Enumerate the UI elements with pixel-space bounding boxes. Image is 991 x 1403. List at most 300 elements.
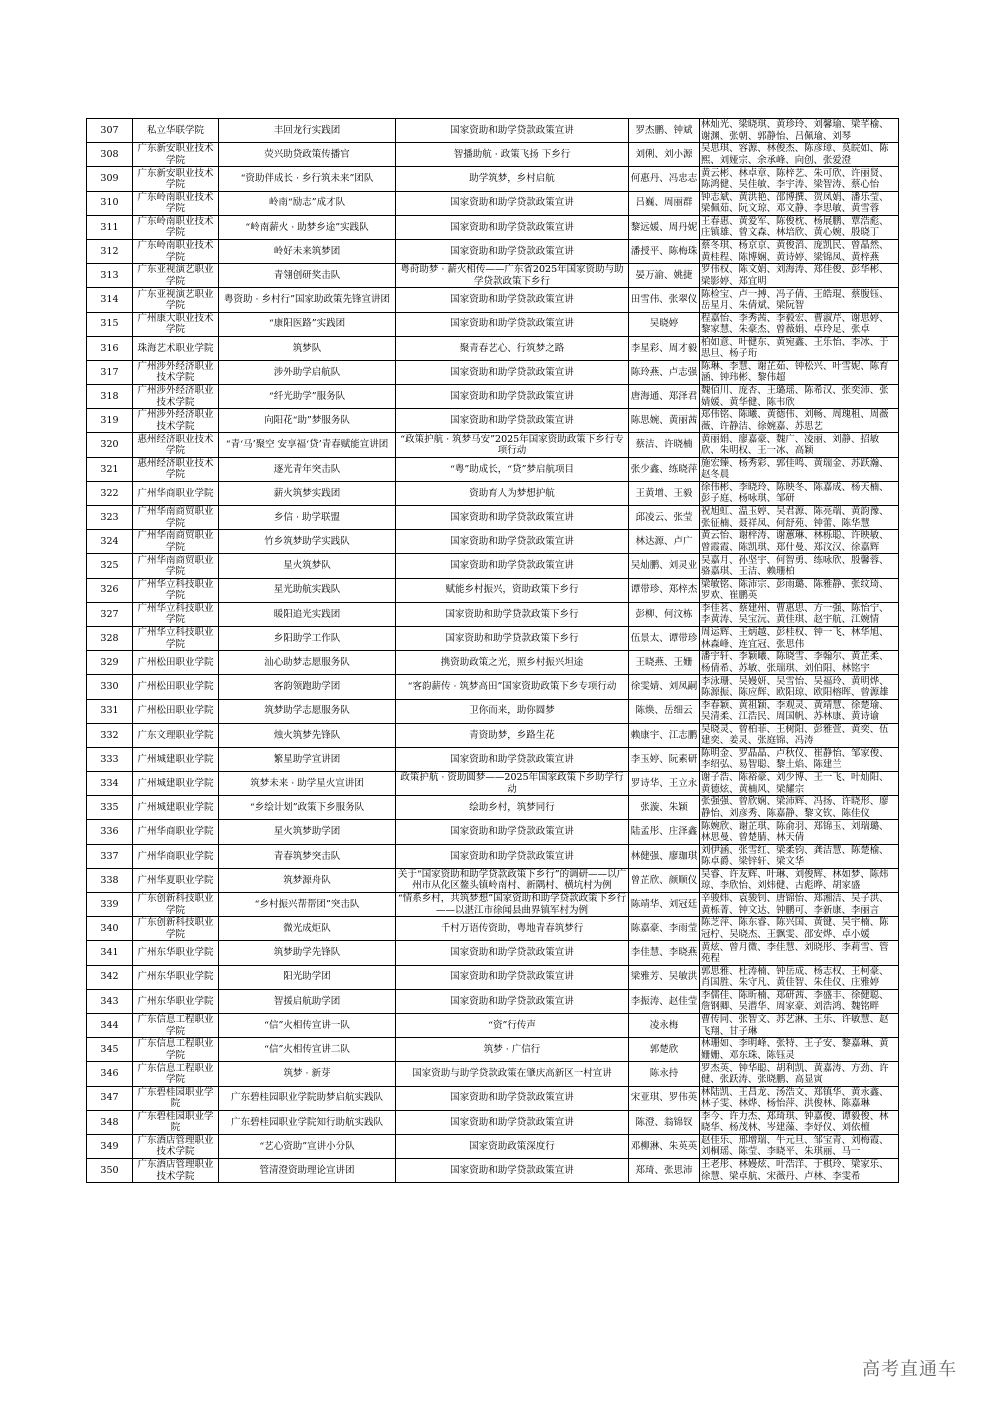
team-name-cell: 筑梦未来 · 助学星火宣讲团: [219, 772, 396, 796]
school-name-cell: 广州华南商贸职业学院: [133, 530, 219, 554]
instructors-cell: 陈思婉、黄丽茜: [629, 409, 700, 433]
members-cell: 黄丽娟、廖嘉豪、魏广、凌丽、刘静、招敏欣、朱明权、王一冰、高颖: [700, 433, 899, 457]
instructors-cell: 林达源、卢广: [629, 530, 700, 554]
activity-topic-cell: “资”行传声: [396, 1013, 629, 1037]
row-number-cell: 328: [87, 626, 133, 650]
table-row: [87, 844, 899, 868]
activity-topic-cell: 国家资助和助学贷款政策宣讲: [396, 1159, 629, 1183]
instructors-cell: 邓柳淋、朱英英: [629, 1134, 700, 1158]
table-row: [87, 868, 899, 892]
row-number-cell: 324: [87, 530, 133, 554]
school-name-cell: 珠海艺术职业学院: [133, 336, 219, 360]
members-cell: 罗伟权、陈文娟、刘海涛、郑佳俊、彭华彬、梁影婷、郑宜明: [700, 264, 899, 288]
team-name-cell: 乡信 · 助学联盟: [219, 506, 396, 530]
members-cell: 施宏臻、杨秀彩、郭佳鸣、黄瑞金、苏跃瀚、赵冬晨: [700, 457, 899, 481]
members-cell: 李春颖、黄祖颖、李观灵、黄靖慧、徐楚瑜、吴清柔、江浩民、周国帆、苏林康、黄诗谕: [700, 699, 899, 723]
team-name-cell: 筑梦助学志愿服务队: [219, 699, 396, 723]
table-row: [87, 1159, 899, 1183]
members-cell: 陈检宝、卢一搏、冯子倩、王皓琨、蔡腹钰、岳星月、朱倩斌、梁阮智: [700, 288, 899, 312]
school-name-cell: 广州康大职业技术学院: [133, 312, 219, 336]
members-cell: 柏如意、叶健东、黄宛鑫、王乐怡、李冰、于思旦、杨子珩: [700, 336, 899, 360]
school-name-cell: 广东岭南职业技术学院: [133, 239, 219, 263]
team-name-cell: “青‘马’聚空 安享福‘贷’青春赋能宣讲团: [219, 433, 396, 457]
school-name-cell: 广东亚视演艺职业学院: [133, 264, 219, 288]
members-cell: 吴晓灵、曾柏菲、王树阳、彭雅萱、黄奕、伍建奕、姜灵、张庭锦、冯涛: [700, 723, 899, 747]
row-number-cell: 329: [87, 651, 133, 675]
team-name-cell: “信”火相传宣讲二队: [219, 1038, 396, 1062]
team-name-cell: 丰回龙行实践团: [219, 119, 396, 143]
activity-topic-cell: 赋能乡村振兴，资助政策下乡行: [396, 578, 629, 602]
members-cell: 张强强、曾欣娴、梁沛辉、冯扬、许晓形、廖静怡、刘彦秀、陈嘉静、黎文钦、陈佳仪: [700, 796, 899, 820]
table-row: [87, 965, 899, 989]
activity-topic-cell: 国家资助和助学贷款政策宣讲: [396, 385, 629, 409]
instructors-cell: 谭带珍、郑梓杰: [629, 578, 700, 602]
activity-topic-cell: 国家资助和助学贷款政策宣讲: [396, 747, 629, 771]
members-cell: 徐伟彬、李晓玲、陈映冬、陈嘉成、杨天楠、彭子庭、杨咏琪、邹研: [700, 481, 899, 505]
activity-topic-cell: 国家资助政策深度行: [396, 1134, 629, 1158]
school-name-cell: 广州东华职业学院: [133, 965, 219, 989]
activity-topic-cell: 国家资助和助学贷款政策宣讲: [396, 941, 629, 965]
members-cell: 林珊如、李明峰、张特、王子安、黎嘉琳、黄姗姗、邓东珠、陈钰灵: [700, 1038, 899, 1062]
row-number-cell: 318: [87, 385, 133, 409]
team-name-cell: 荧兴助贷政策传播官: [219, 143, 396, 167]
members-cell: 黄云怡、谢梓涛、谢蕙琳、林栎聪、许映敏、曾霞霞、陈凯琪、郑什曼、郑汶汉、徐嘉辉: [700, 530, 899, 554]
activity-topic-cell: 国家资助和助学贷款政策宣讲: [396, 215, 629, 239]
team-name-cell: 筑梦助学先锋队: [219, 941, 396, 965]
school-name-cell: 广东亚视演艺职业学院: [133, 288, 219, 312]
school-name-cell: 广州华立科技职业学院: [133, 602, 219, 626]
team-name-cell: 烛火筑梦先锋队: [219, 723, 396, 747]
team-name-cell: 乡阳助学工作队: [219, 626, 396, 650]
instructors-cell: 曾芷欣、颜顺仪: [629, 868, 700, 892]
team-name-cell: 广东碧桂园职业学院助梦启航实践队: [219, 1086, 396, 1110]
activity-topic-cell: 国家资助和助学贷款政策宣讲: [396, 288, 629, 312]
instructors-cell: 刘俐、刘小源: [629, 143, 700, 167]
table-row: [87, 917, 899, 941]
row-number-cell: 321: [87, 457, 133, 481]
instructors-cell: 罗杰鹏、钟斌: [629, 119, 700, 143]
members-cell: 梁敏铭、陈沛宗、彭雨璐、陈雅静、张纹琦、罗欢、崔鹏英: [700, 578, 899, 602]
instructors-cell: 陈嘉豪、李雨莹: [629, 917, 700, 941]
row-number-cell: 331: [87, 699, 133, 723]
table-row: [87, 941, 899, 965]
activity-topic-cell: “情系乡村，共筑梦想”国家资助和助学贷款政策下乡行——以湛江市徐闻县曲界镇军村为例: [396, 893, 629, 917]
activity-topic-cell: “客韵薪传 · 筑梦高田”国家资助政策下乡专项行动: [396, 675, 629, 699]
team-name-cell: “纤光助学”服务队: [219, 385, 396, 409]
school-name-cell: 惠州经济职业技术学院: [133, 433, 219, 457]
team-name-cell: 竹乡筑梦助学实践队: [219, 530, 396, 554]
row-number-cell: 330: [87, 675, 133, 699]
team-name-cell: 青翎创研奖击队: [219, 264, 396, 288]
members-cell: 程嘉怡、李秀茜、李毅宏、曹淑芹、谢思婷、黎家慧、朱豪杰、曾薇娟、卓玲足、张卓: [700, 312, 899, 336]
table-row: [87, 699, 899, 723]
members-cell: 黄炫、曾月微、李佳慧、刘晓彤、李莉雪、管苑程: [700, 941, 899, 965]
team-name-cell: 岭南“励志”成才队: [219, 191, 396, 215]
school-name-cell: 广东文理职业学院: [133, 723, 219, 747]
row-number-cell: 332: [87, 723, 133, 747]
instructors-cell: 郭楚欣: [629, 1038, 700, 1062]
members-cell: 陈琳、李慧、谢芷茹、钟松兴、叶雪妮、陈育涵、钟玮彬、黎伟超: [700, 360, 899, 384]
instructors-cell: 王晓燕、王姗: [629, 651, 700, 675]
team-name-cell: 星火筑梦队: [219, 554, 396, 578]
table-row: [87, 675, 899, 699]
instructors-cell: 陆孟彤、庄泽鑫: [629, 820, 700, 844]
row-number-cell: 316: [87, 336, 133, 360]
instructors-cell: 彭柳、何汶栋: [629, 602, 700, 626]
instructors-cell: 李星彩、周才毅: [629, 336, 700, 360]
team-name-cell: 涉外助学启航队: [219, 360, 396, 384]
table-row: [87, 457, 899, 481]
instructors-cell: 邱凌云、张莹: [629, 506, 700, 530]
members-cell: 周运辉、王炳越、彭桂权、钟一飞、林华旭、林森峰、连宜冠、张思伟: [700, 626, 899, 650]
row-number-cell: 323: [87, 506, 133, 530]
activity-topic-cell: 国家资助和助学贷款政策宣讲: [396, 844, 629, 868]
activity-topic-cell: 绘助乡村，筑梦同行: [396, 796, 629, 820]
activity-topic-cell: 千村万语传资助，粤地青春筑梦行: [396, 917, 629, 941]
activity-topic-cell: 携资助政策之光，照乡村振兴坦途: [396, 651, 629, 675]
school-name-cell: 广州松田职业学院: [133, 651, 219, 675]
school-name-cell: 广州东华职业学院: [133, 941, 219, 965]
members-cell: 祝旭虹、温玉婷、吴君源、陈亮端、黄韵豫、张征楠、聂祥凤、何舒苑、钟蕾、陈华慧: [700, 506, 899, 530]
table-row: [87, 506, 899, 530]
school-name-cell: 广州松田职业学院: [133, 675, 219, 699]
table-row: [87, 578, 899, 602]
activity-topic-cell: 国家资助和助学贷款政策宣讲: [396, 1110, 629, 1134]
table-row: [87, 1110, 899, 1134]
instructors-cell: 伍景太、谭带珍: [629, 626, 700, 650]
row-number-cell: 343: [87, 989, 133, 1013]
team-name-cell: 汕心助梦志愿服务队: [219, 651, 396, 675]
row-number-cell: 347: [87, 1086, 133, 1110]
instructors-cell: 吕巍、周丽群: [629, 191, 700, 215]
team-name-cell: 星光助航实践队: [219, 578, 396, 602]
team-name-cell: 管清澄资助理论宣讲团: [219, 1159, 396, 1183]
school-name-cell: 私立华联学院: [133, 119, 219, 143]
activity-topic-cell: 卫你而来，助你圆梦: [396, 699, 629, 723]
table-row: [87, 288, 899, 312]
table-row: [87, 772, 899, 796]
activity-topic-cell: 国家资助和助学贷款政策下乡行: [396, 626, 629, 650]
table-row: [87, 796, 899, 820]
team-name-cell: 广东碧桂园职业学院知行助航实践队: [219, 1110, 396, 1134]
table-row: [87, 385, 899, 409]
team-name-cell: 粤资助 · 乡村行”国家助政策先锋宣讲团: [219, 288, 396, 312]
activity-topic-cell: 国家资助和助学贷款政策宣讲: [396, 1086, 629, 1110]
activity-topic-cell: 青资助梦，乡路生花: [396, 723, 629, 747]
watermark-text: 高考直通车: [862, 1359, 957, 1380]
team-name-cell: “信”火相传宣讲一队: [219, 1013, 396, 1037]
school-name-cell: 广东信息工程职业学院: [133, 1013, 219, 1037]
members-cell: 李今、许力杰、郑琦琪、钟嘉俊、谭毅俊、林晓华、杨茂林、岑建藻、李妤仪、刘依檀: [700, 1110, 899, 1134]
instructors-cell: 蔡洁、许晓楠: [629, 433, 700, 457]
instructors-cell: 陈永持: [629, 1062, 700, 1086]
instructors-cell: 张漩、朱颖: [629, 796, 700, 820]
school-name-cell: 广东信息工程职业学院: [133, 1062, 219, 1086]
instructors-cell: 田雪伟、张翠仪: [629, 288, 700, 312]
school-name-cell: 广东创新科技职业学院: [133, 917, 219, 941]
team-name-cell: 繁星助学宣讲团: [219, 747, 396, 771]
members-cell: 林灿光、梁晓琪、黄珍玲、刘馨瑜、梁芊榆、谢渊、张朝、郭静怡、吕佩瑜、刘琴: [700, 119, 899, 143]
table-row: [87, 723, 899, 747]
activity-topic-cell: 关于“国家资助和助学贷款政策下乡行”的调研——以广州市从化区鳌头镇岭南村、新隅村、横坑村为例: [396, 868, 629, 892]
table-row: [87, 554, 899, 578]
activity-topic-cell: 国家资助和助学贷款政策宣讲: [396, 312, 629, 336]
school-name-cell: 广州涉外经济职业技术学院: [133, 409, 219, 433]
activity-topic-cell: “粤”助成长，“贷”梦启航项目: [396, 457, 629, 481]
team-name-cell: “乡绘计划”政策下乡服务队: [219, 796, 396, 820]
team-name-cell: 筑梦队: [219, 336, 396, 360]
team-name-cell: “艺心资助”宣讲小分队: [219, 1134, 396, 1158]
row-number-cell: 307: [87, 119, 133, 143]
instructors-cell: 张少鑫、练晓萍: [629, 457, 700, 481]
instructors-cell: 李振涛、赵佳莹: [629, 989, 700, 1013]
table-row: [87, 820, 899, 844]
school-name-cell: 广州华商职业学院: [133, 481, 219, 505]
instructors-cell: 宋亚琪、罗伟英: [629, 1086, 700, 1110]
row-number-cell: 341: [87, 941, 133, 965]
table-row: [87, 893, 899, 917]
activity-topic-cell: 国家资助和助学贷款政策宣讲: [396, 965, 629, 989]
school-name-cell: 广州涉外经济职业技术学院: [133, 360, 219, 384]
activity-topic-cell: 国家资助和助学贷款政策宣讲: [396, 360, 629, 384]
activity-topic-cell: 国家资助和助学贷款政策下乡行: [396, 602, 629, 626]
table-row: [87, 651, 899, 675]
table-row: [87, 215, 899, 239]
team-name-cell: “岭南薪火 · 助梦乡途”实践队: [219, 215, 396, 239]
school-name-cell: 广东碧桂园职业学院: [133, 1110, 219, 1134]
instructors-cell: 李佳慧、李晓燕: [629, 941, 700, 965]
activity-topic-cell: 国家资助和助学贷款政策宣讲: [396, 554, 629, 578]
members-cell: 钟志斌、黄洪艳、邵博撰、贺凤娟、潘乐莹、梁佩茹、阮文琼、邓文静、李思敏、黄雪蓉: [700, 191, 899, 215]
members-cell: 林陆凯、王昌龙、汤浩文、郑镇华、黄永鑫、林子雯、林烨、杨怡萍、洪俊林、陈嘉琳: [700, 1086, 899, 1110]
instructors-cell: 晏万渝、姚捷: [629, 264, 700, 288]
team-name-cell: 筑梦源舟队: [219, 868, 396, 892]
table-row: [87, 264, 899, 288]
school-name-cell: 广东岭南职业技术学院: [133, 191, 219, 215]
row-number-cell: 311: [87, 215, 133, 239]
school-name-cell: 广东创新科技职业学院: [133, 893, 219, 917]
row-number-cell: 308: [87, 143, 133, 167]
activity-topic-cell: 国家资助和助学贷款政策宣讲: [396, 820, 629, 844]
school-name-cell: 广东酒店管理职业技术学院: [133, 1159, 219, 1183]
table-row: [87, 312, 899, 336]
school-name-cell: 广东新安职业技术学院: [133, 167, 219, 191]
row-number-cell: 337: [87, 844, 133, 868]
activity-topic-cell: 资助育人为梦想护航: [396, 481, 629, 505]
instructors-cell: 唐海通、郑泽君: [629, 385, 700, 409]
school-name-cell: 广州华立科技职业学院: [133, 578, 219, 602]
table-row: [87, 409, 899, 433]
members-cell: 陈明金、罗晶晶、卢秋仪、崔静怡、邹家俊、李绍弘、易智聪、黎土焰、陈建兰: [700, 747, 899, 771]
row-number-cell: 342: [87, 965, 133, 989]
members-cell: 李佳茗、蔡建州、曹惠思、方一强、陈怡宁、李黄涛、吴宝沅、黄佳琪、赵宇航、江婉情: [700, 602, 899, 626]
school-name-cell: 广东酒店管理职业技术学院: [133, 1134, 219, 1158]
activity-topic-cell: 粤莳助梦 · 薪火相传——广东省2025年国家资助与助学贷款政策下乡行: [396, 264, 629, 288]
school-name-cell: 广州华夏职业学院: [133, 868, 219, 892]
activity-topic-cell: 聚青春艺心、行筑梦之路: [396, 336, 629, 360]
instructors-cell: 何惠丹、冯忠志: [629, 167, 700, 191]
members-cell: 郭思雅、杜涛楠、钟岳成、杨志权、王柯豪、肖国胜、朱守凡、黄佳智、朱佳仪、庄雅婷: [700, 965, 899, 989]
members-cell: 吴嘉月、孙坚宇、何智勇、练咏欣、殷馨蓉、骆嘉琪、王洁、赖珊柏: [700, 554, 899, 578]
instructors-cell: 徐雯婧、刘凤嗣: [629, 675, 700, 699]
school-name-cell: 惠州经济职业技术学院: [133, 457, 219, 481]
team-name-cell: “资助伴成长 · 乡行筑未来”团队: [219, 167, 396, 191]
table-row: [87, 1134, 899, 1158]
members-cell: 赵佳乐、邢增瑞、牛元旦、邹宝青、刘梅霞、刘桐瑶、陈莹、李晓平、朱琪丽、马一: [700, 1134, 899, 1158]
school-name-cell: 广东碧桂园职业学院: [133, 1086, 219, 1110]
row-number-cell: 338: [87, 868, 133, 892]
table-row: [87, 191, 899, 215]
row-number-cell: 336: [87, 820, 133, 844]
instructors-cell: 陈靖华、刘冠廷: [629, 893, 700, 917]
members-cell: 黄云彬、林卓章、陈梓艺、朱可欣、许丽贤、陈鸿健、吴佳敏、李宇涛、梁智涛、蔡心怡: [700, 167, 899, 191]
row-number-cell: 315: [87, 312, 133, 336]
row-number-cell: 334: [87, 772, 133, 796]
table-row: [87, 119, 899, 143]
activity-topic-cell: 国家资助和助学贷款政策宣讲: [396, 191, 629, 215]
table-row: [87, 1038, 899, 1062]
row-number-cell: 335: [87, 796, 133, 820]
school-name-cell: 广东岭南职业技术学院: [133, 215, 219, 239]
instructors-cell: 梁雅芳、吴敏洪: [629, 965, 700, 989]
team-name-cell: 向阳花“助”梦服务队: [219, 409, 396, 433]
instructors-cell: 陈玲燕、卢志强: [629, 360, 700, 384]
members-cell: 谢子浩、陈裕豪、刘少博、王一飞、叶灿阳、黄德炫、黄楠风、梁耀宗: [700, 772, 899, 796]
table-row: [87, 1086, 899, 1110]
table-row: [87, 747, 899, 771]
members-cell: 辛骏炜、袁骏钊、唐锦怡、郑湘洁、吴子洪、黄栎菁、钟文达、钟鹏可、李新康、李丽言: [700, 893, 899, 917]
team-name-cell: “乡村振兴帮帮团”突击队: [219, 893, 396, 917]
team-name-cell: 星火筑梦助学团: [219, 820, 396, 844]
instructors-cell: 吴灿鹏、刘灵业: [629, 554, 700, 578]
school-name-cell: 广州城建职业学院: [133, 772, 219, 796]
instructors-cell: 陈澄、翁锦钗: [629, 1110, 700, 1134]
row-number-cell: 317: [87, 360, 133, 384]
activity-topic-cell: 国家资助和助学贷款政策宣讲: [396, 506, 629, 530]
school-name-cell: 广州涉外经济职业技术学院: [133, 385, 219, 409]
team-name-cell: 微光成炬队: [219, 917, 396, 941]
activity-topic-cell: 智播助航 · 政策飞扬 下乡行: [396, 143, 629, 167]
school-name-cell: 广州华商职业学院: [133, 820, 219, 844]
team-name-cell: 筑梦 · 新芽: [219, 1062, 396, 1086]
team-name-cell: 暖阳追光实践团: [219, 602, 396, 626]
members-cell: 王春惠、黄爱军、陈俊枕、杨展鹏、覃浩彪、庄镇雄、曾文森、林培欣、黄心婉、殷晓丁: [700, 215, 899, 239]
school-name-cell: 广州松田职业学院: [133, 699, 219, 723]
row-number-cell: 313: [87, 264, 133, 288]
row-number-cell: 326: [87, 578, 133, 602]
row-number-cell: 312: [87, 239, 133, 263]
activity-topic-cell: 国家资助和助学贷款政策宣讲: [396, 119, 629, 143]
team-name-cell: 客韵领跑助学团: [219, 675, 396, 699]
table-row: [87, 1062, 899, 1086]
instructors-cell: 王黄增、王毅: [629, 481, 700, 505]
instructors-cell: 吴晓婷: [629, 312, 700, 336]
row-number-cell: 348: [87, 1110, 133, 1134]
members-cell: 吴思琪、容源、林俊杰、陈彦璋、莫皖如、陈熙、刘娅宗、余承峰、向创、张爱澄: [700, 143, 899, 167]
instructors-cell: 赖康宇、江志鹏: [629, 723, 700, 747]
activity-topic-cell: 筑梦 · 广信行: [396, 1038, 629, 1062]
instructors-cell: 黎远媛、周丹妮: [629, 215, 700, 239]
instructors-cell: 潘授平、陈梅珠: [629, 239, 700, 263]
table-row: [87, 433, 899, 457]
row-number-cell: 309: [87, 167, 133, 191]
activity-topic-cell: 国家资助和助学贷款政策宣讲: [396, 530, 629, 554]
row-number-cell: 319: [87, 409, 133, 433]
table-row: [87, 167, 899, 191]
row-number-cell: 320: [87, 433, 133, 457]
activity-topic-cell: 国家资助与助学贷款政策在肇庆高新区一村宣讲: [396, 1062, 629, 1086]
instructors-cell: 罗诗华、王立永: [629, 772, 700, 796]
row-number-cell: 349: [87, 1134, 133, 1158]
members-cell: 罗杰英、钟华聪、胡利凯、黄嘉涛、方劲、许健、张跃涛、张晓鹏、高显寅: [700, 1062, 899, 1086]
row-number-cell: 346: [87, 1062, 133, 1086]
row-number-cell: 344: [87, 1013, 133, 1037]
instructors-cell: 凌永梅: [629, 1013, 700, 1037]
activity-topic-cell: 政策护航 · 资助圆梦——2025年国家政策下乡助学行动: [396, 772, 629, 796]
members-cell: 魏佰川、庞杏、王璐瑶、陈希汉、张奕沛、张婧媛、黄华健、陈韦欣: [700, 385, 899, 409]
members-cell: 曹传同、张智文、苏艺淋、王乐、许敏慧、赵飞翔、甘子琳: [700, 1013, 899, 1037]
row-number-cell: 340: [87, 917, 133, 941]
members-cell: 吴睿、许友辉、叶琳、刘俊辉、林如梦、陈炜琼、李欣怡、刘炜健、古彪晔、胡家盛: [700, 868, 899, 892]
team-name-cell: 薪火筑梦实践团: [219, 481, 396, 505]
team-name-cell: 岭好未来筑梦团: [219, 239, 396, 263]
table-body: [87, 119, 899, 1183]
table-row: [87, 989, 899, 1013]
row-number-cell: 345: [87, 1038, 133, 1062]
instructors-cell: 郑琦、张思沛: [629, 1159, 700, 1183]
table-row: [87, 602, 899, 626]
row-number-cell: 339: [87, 893, 133, 917]
row-number-cell: 310: [87, 191, 133, 215]
row-number-cell: 322: [87, 481, 133, 505]
team-name-cell: 阳光助学团: [219, 965, 396, 989]
members-cell: 李儒佳、陈昕楠、郑研茜、李盛丰、徐健聪、詹钢卿、吴潜华、周家豪、刘浩鸿、魏铭畔: [700, 989, 899, 1013]
school-name-cell: 广州华南商贸职业学院: [133, 554, 219, 578]
table-row: [87, 1013, 899, 1037]
team-name-cell: 逐光青年突击队: [219, 457, 396, 481]
activity-topic-cell: “政策护航 · 筑梦马安”2025年国家资助政策下乡行专项行动: [396, 433, 629, 457]
members-cell: 陈婉欣、谢芷琪、陈俞羽、郑锦玉、刘瑞璐、林思曼、曾楚腈、林天倩: [700, 820, 899, 844]
table-row: [87, 360, 899, 384]
school-name-cell: 广州东华职业学院: [133, 989, 219, 1013]
row-number-cell: 327: [87, 602, 133, 626]
members-cell: 潘宇轩、李颖曦、陈晓雪、李翰尔、黄芷柔、杨倩希、苏敏、张瑞琪、刘伯阳、林铭宇: [700, 651, 899, 675]
activity-topic-cell: 助学筑梦，乡村启航: [396, 167, 629, 191]
table-row: [87, 143, 899, 167]
school-name-cell: 广州华立科技职业学院: [133, 626, 219, 650]
school-name-cell: 广州华南商贸职业学院: [133, 506, 219, 530]
team-name-cell: “康阳医路”实践团: [219, 312, 396, 336]
instructors-cell: 林健强、廖珈琪: [629, 844, 700, 868]
table-row: [87, 626, 899, 650]
activity-topic-cell: 国家资助和助学贷款政策宣讲: [396, 239, 629, 263]
members-cell: 蔡冬琪、杨京京、黄俊滔、庞凯民、曾晶然、黄桂程、陈博娴、黄诗婷、梁锦凤、黄梓燕: [700, 239, 899, 263]
school-name-cell: 广东信息工程职业学院: [133, 1038, 219, 1062]
school-name-cell: 广州城建职业学院: [133, 747, 219, 771]
roster-table: [86, 118, 899, 1183]
row-number-cell: 333: [87, 747, 133, 771]
table-row: [87, 239, 899, 263]
activity-topic-cell: 国家资助和助学贷款政策宣讲: [396, 989, 629, 1013]
row-number-cell: 325: [87, 554, 133, 578]
table-row: [87, 481, 899, 505]
instructors-cell: 陈焕、岳细云: [629, 699, 700, 723]
instructors-cell: 李玉婷、阮素研: [629, 747, 700, 771]
members-cell: 陈芝萍、陈东睿、陈兴国、黄键、吴宇楠、陈冠柠、吴晓杰、王飘雯、邵安烨、卓小媛: [700, 917, 899, 941]
table-row: [87, 530, 899, 554]
members-cell: 李泳珊、吴嫚妍、吴雪怡、吴福玲、黄明烨、陈源振、陈应辉、欧阳琼、欧阳榕晖、曾源雄: [700, 675, 899, 699]
school-name-cell: 广州华商职业学院: [133, 844, 219, 868]
